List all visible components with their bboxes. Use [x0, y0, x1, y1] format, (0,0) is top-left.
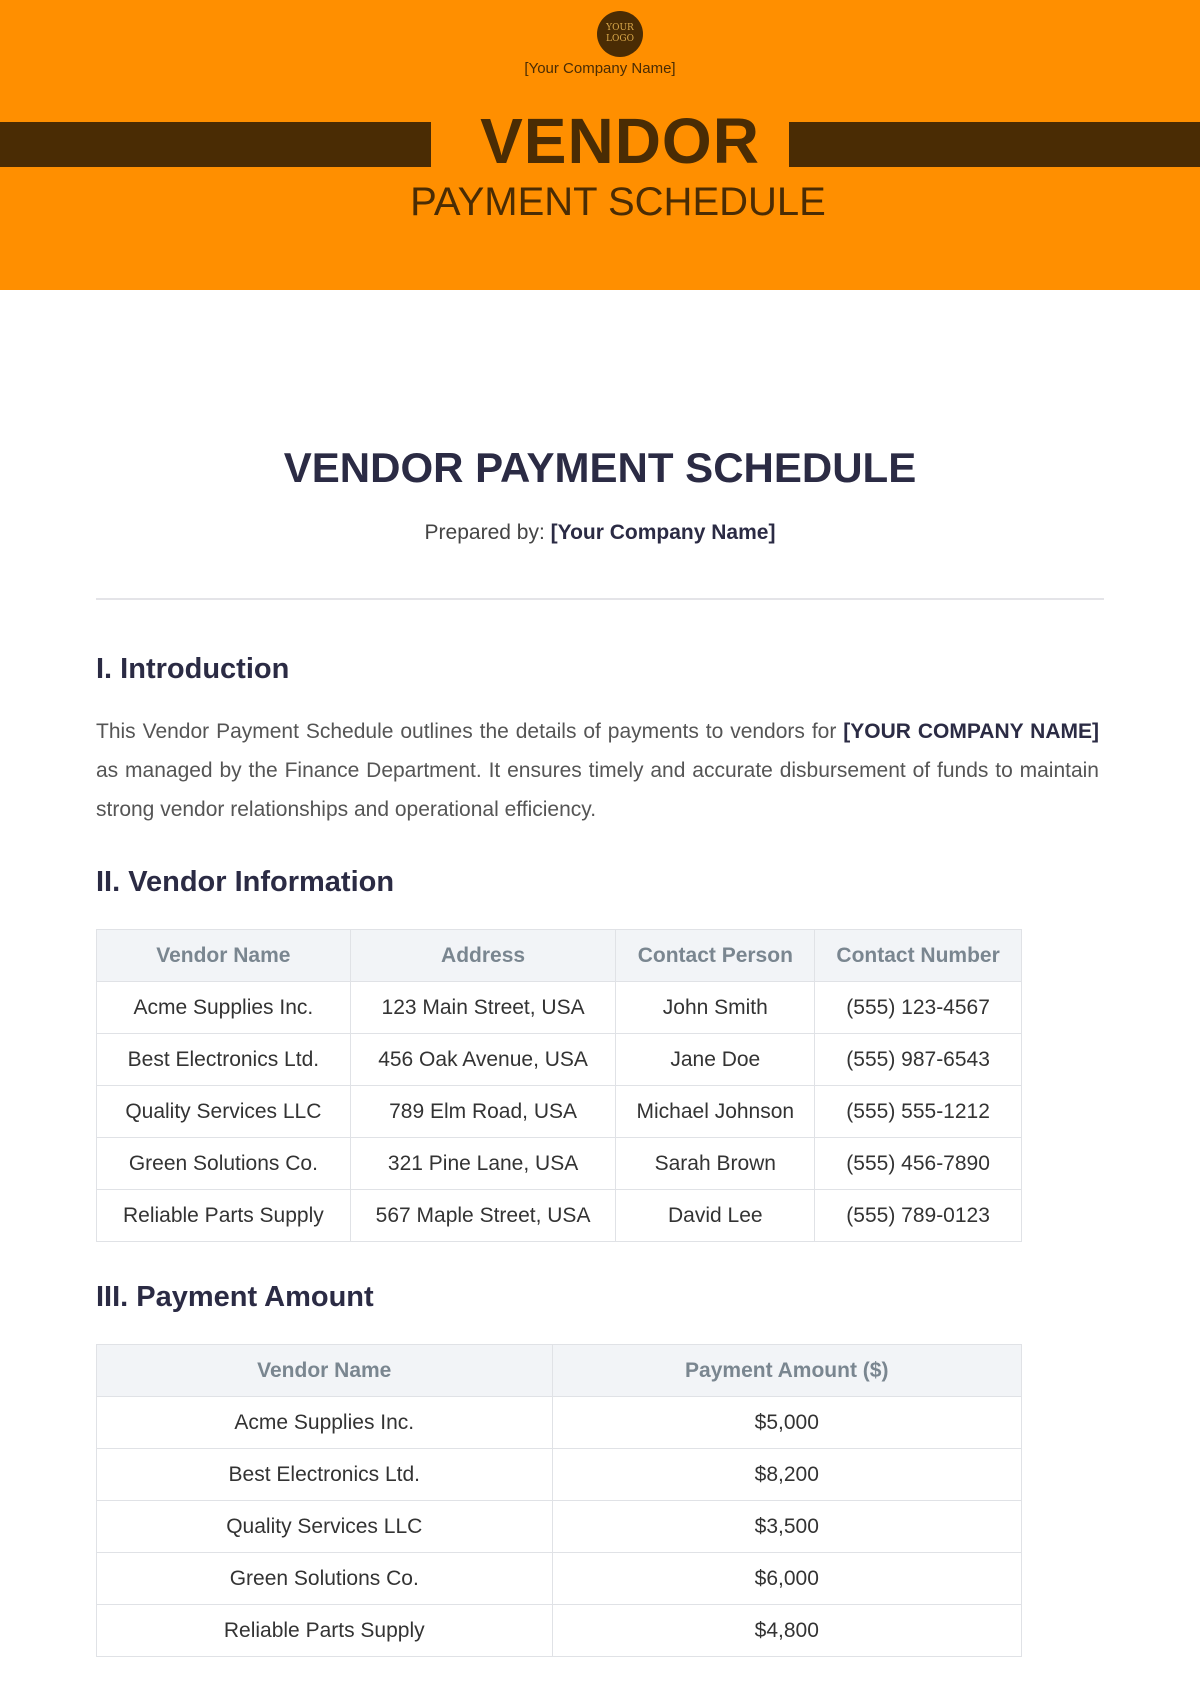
- column-header: Address: [350, 930, 616, 982]
- table-row: [97, 982, 1022, 1034]
- table-row: [97, 1138, 1022, 1190]
- table-cell: Best Electronics Ltd.: [97, 1034, 351, 1086]
- banner-title: VENDOR: [480, 105, 760, 177]
- table-cell: (555) 789-0123: [815, 1190, 1022, 1242]
- table-cell: 321 Pine Lane, USA: [350, 1138, 616, 1190]
- table-cell: 456 Oak Avenue, USA: [350, 1034, 616, 1086]
- prepared-value: [Your Company Name]: [550, 521, 776, 544]
- payment-amount-table: [96, 1344, 1022, 1657]
- table-cell: Acme Supplies Inc.: [97, 982, 351, 1034]
- table-cell: $6,000: [552, 1553, 1021, 1605]
- column-header: Payment Amount ($): [552, 1345, 1021, 1397]
- table-header-row: [97, 930, 1022, 982]
- table-cell: (555) 987-6543: [815, 1034, 1022, 1086]
- header-company-name: [Your Company Name]: [524, 60, 676, 77]
- intro-paragraph: [96, 712, 1099, 829]
- table-cell: David Lee: [616, 1190, 815, 1242]
- table-cell: Quality Services LLC: [97, 1086, 351, 1138]
- company-logo: YOUR LOGO: [597, 11, 643, 57]
- section-heading-vendor-information: II. Vendor Information: [96, 866, 395, 898]
- table-row: [97, 1086, 1022, 1138]
- prepared-by: [0, 521, 1200, 545]
- table-cell: (555) 123-4567: [815, 982, 1022, 1034]
- section-heading-introduction: I. Introduction: [96, 653, 290, 685]
- table-cell: (555) 456-7890: [815, 1138, 1022, 1190]
- table-cell: Quality Services LLC: [97, 1501, 553, 1553]
- table-cell: $4,800: [552, 1605, 1021, 1657]
- table-row: [97, 1190, 1022, 1242]
- table-row: [97, 1501, 1022, 1553]
- table-cell: 789 Elm Road, USA: [350, 1086, 616, 1138]
- table-cell: Green Solutions Co.: [97, 1553, 553, 1605]
- column-header: Vendor Name: [97, 1345, 553, 1397]
- intro-company: [YOUR COMPANY NAME]: [843, 720, 1099, 743]
- table-cell: Best Electronics Ltd.: [97, 1449, 553, 1501]
- vendor-information-table: [96, 929, 1022, 1242]
- prepared-label: Prepared by:: [424, 521, 545, 544]
- table-cell: John Smith: [616, 982, 815, 1034]
- table-cell: Sarah Brown: [616, 1138, 815, 1190]
- table-cell: (555) 555-1212: [815, 1086, 1022, 1138]
- section-heading-payment-amount: III. Payment Amount: [96, 1281, 374, 1313]
- column-header: Contact Person: [616, 930, 815, 982]
- table-header-row: [97, 1345, 1022, 1397]
- column-header: Vendor Name: [97, 930, 351, 982]
- table-cell: Jane Doe: [616, 1034, 815, 1086]
- table-cell: Acme Supplies Inc.: [97, 1397, 553, 1449]
- table-cell: Reliable Parts Supply: [97, 1605, 553, 1657]
- document-title: VENDOR PAYMENT SCHEDULE: [283, 444, 917, 491]
- table-cell: Michael Johnson: [616, 1086, 815, 1138]
- divider: [96, 598, 1104, 600]
- table-cell: $8,200: [552, 1449, 1021, 1501]
- table-cell: $5,000: [552, 1397, 1021, 1449]
- table-row: [97, 1397, 1022, 1449]
- table-row: [97, 1034, 1022, 1086]
- table-cell: 123 Main Street, USA: [350, 982, 616, 1034]
- table-row: [97, 1449, 1022, 1501]
- table-row: [97, 1553, 1022, 1605]
- intro-text: This Vendor Payment Schedule outlines the details of payments to vendors for: [96, 720, 844, 743]
- table-row: [97, 1605, 1022, 1657]
- banner-subtitle: PAYMENT SCHEDULE: [410, 180, 826, 224]
- header-banner: [0, 0, 1200, 290]
- table-cell: $3,500: [552, 1501, 1021, 1553]
- intro-text: as managed by the Finance Department. It ensures timely and accurate disbursement of funds to maintain strong vendor relationships and operational efficiency.: [96, 759, 1099, 821]
- table-cell: 567 Maple Street, USA: [350, 1190, 616, 1242]
- table-cell: Reliable Parts Supply: [97, 1190, 351, 1242]
- column-header: Contact Number: [815, 930, 1022, 982]
- table-cell: Green Solutions Co.: [97, 1138, 351, 1190]
